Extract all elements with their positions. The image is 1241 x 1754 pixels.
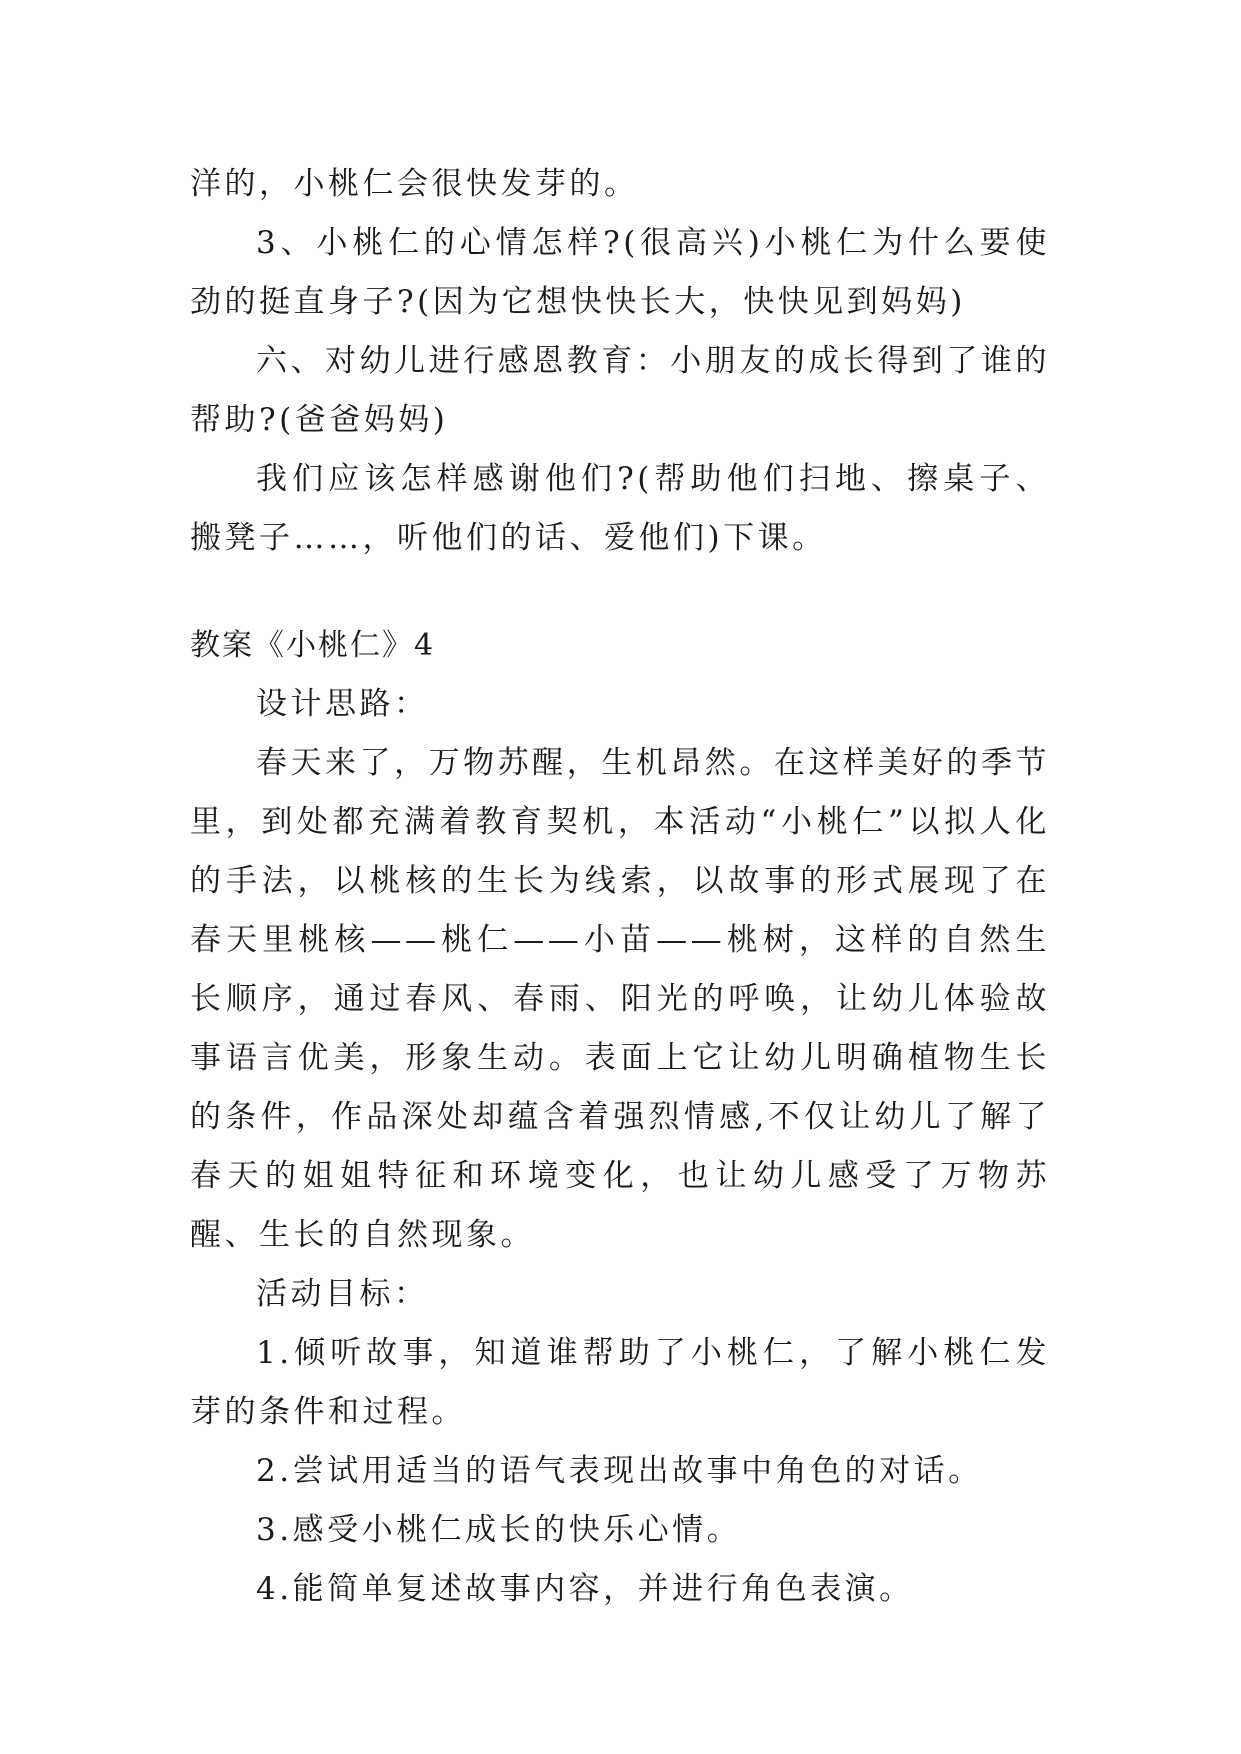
paragraph-continuation: 洋的，小桃仁会很快发芽的。 (190, 166, 639, 202)
goal-item-1: 1.倾听故事，知道谁帮助了小桃仁，了解小桃仁发芽的条件和过程。 (190, 1335, 1050, 1430)
section-gap (190, 568, 1050, 616)
design-paragraph: 春天来了，万物苏醒，生机昂然。在这样美好的季节里，到处都充满着教育契机，本活动“小桃仁”以拟人化的手法，以桃核的生长为线索，以故事的形式展现了在春天里桃核——桃仁——小苗——桃树，这样的自然生长顺序，通过春风、春雨、阳光的呼唤，让幼儿体验故事语言优美，形象生动。表面上它让幼儿明确植物生长的条件，作品深处却蕴含着强烈情感,不仅让幼儿了解了春天的姐姐特征和环境变化，也让幼儿感受了万物苏醒、生长的自然现象。 (190, 745, 1050, 1253)
section-title: 教案《小桃仁》4 (190, 628, 436, 663)
paragraph-gratitude-education: 六、对幼儿进行感恩教育：小朋友的成长得到了谁的帮助?(爸爸妈妈) (190, 343, 1050, 438)
design-heading: 设计思路： (256, 686, 429, 722)
document-page (190, 155, 1050, 1619)
paragraph-thanks: 我们应该怎样感谢他们?(帮助他们扫地、擦桌子、搬凳子……，听他们的话、爱他们)下课。 (190, 461, 1050, 556)
goals-heading: 活动目标： (256, 1276, 429, 1312)
goal-item-4: 4.能简单复述故事内容，并进行角色表演。 (256, 1571, 914, 1607)
goal-item-2: 2.尝试用适当的语气表现出故事中角色的对话。 (256, 1453, 983, 1489)
goal-item-3: 3.感受小桃仁成长的快乐心情。 (256, 1512, 742, 1548)
paragraph-question-3: 3、小桃仁的心情怎样?(很高兴)小桃仁为什么要使劲的挺直身子?(因为它想快快长大，快快见到妈妈) (190, 225, 1050, 320)
